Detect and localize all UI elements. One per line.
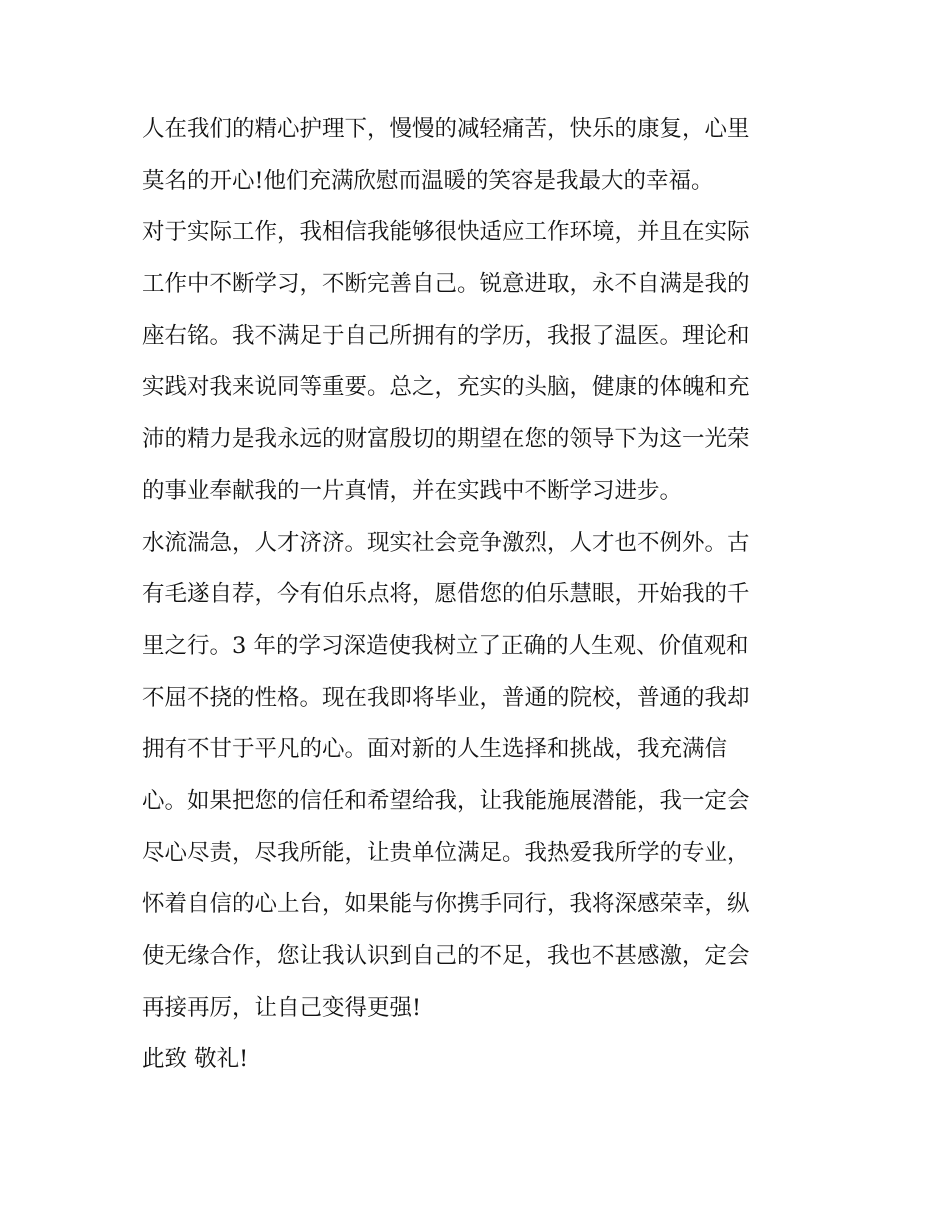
text-line: 再接再厉，让自己变得更强! (142, 994, 422, 1021)
text-line: 莫名的开心!他们充满欣慰而温暖的笑容是我最大的幸福。 (142, 167, 714, 194)
text-line: 使无缘合作，您让我认识到自己的不足，我也不甚感激，定会 (142, 943, 750, 969)
text-line: 里之行。3 年的学习深造使我树立了正确的人生观、价值观和 (142, 632, 749, 659)
text-line: 人在我们的精心护理下，慢慢的减轻痛苦，快乐的康复，心里 (142, 116, 750, 142)
text-line: 心。如果把您的信任和希望给我，让我能施展潜能，我一定会 (142, 787, 750, 814)
text-line: 对于实际工作，我相信我能够很快适应工作环境，并且在实际 (142, 219, 750, 246)
text-line: 座右铭。我不满足于自己所拥有的学历，我报了温医。理论和 (142, 322, 750, 349)
text-line: 实践对我来说同等重要。总之，充实的头脑，健康的体魄和充 (142, 374, 750, 401)
text-line: 怀着自信的心上台，如果能与你携手同行，我将深感荣幸，纵 (142, 891, 750, 918)
text-line: 水流湍急，人才济济。现实社会竞争激烈，人才也不例外。古 (142, 529, 750, 556)
text-line: 不屈不挠的性格。现在我即将毕业，普通的院校，普通的我却 (142, 684, 750, 711)
text-line: 沛的精力是我永远的财富殷切的期望在您的领导下为这一光荣 (142, 426, 750, 453)
text-line: 的事业奉献我的一片真情，并在实践中不断学习进步。 (142, 477, 683, 504)
closing-line: 此致 敬礼! (142, 1046, 249, 1073)
text-line: 工作中不断学习，不断完善自己。锐意进取，永不自满是我的 (142, 271, 750, 298)
text-line: 有毛遂自荐，今有伯乐点将，愿借您的伯乐慧眼，开始我的千 (142, 581, 750, 608)
text-line: 拥有不甘于平凡的心。面对新的人生选择和挑战，我充满信 (142, 736, 728, 763)
letter-body (142, 104, 822, 1086)
text-line: 尽心尽责，尽我所能，让贵单位满足。我热爱我所学的专业， (142, 839, 750, 866)
